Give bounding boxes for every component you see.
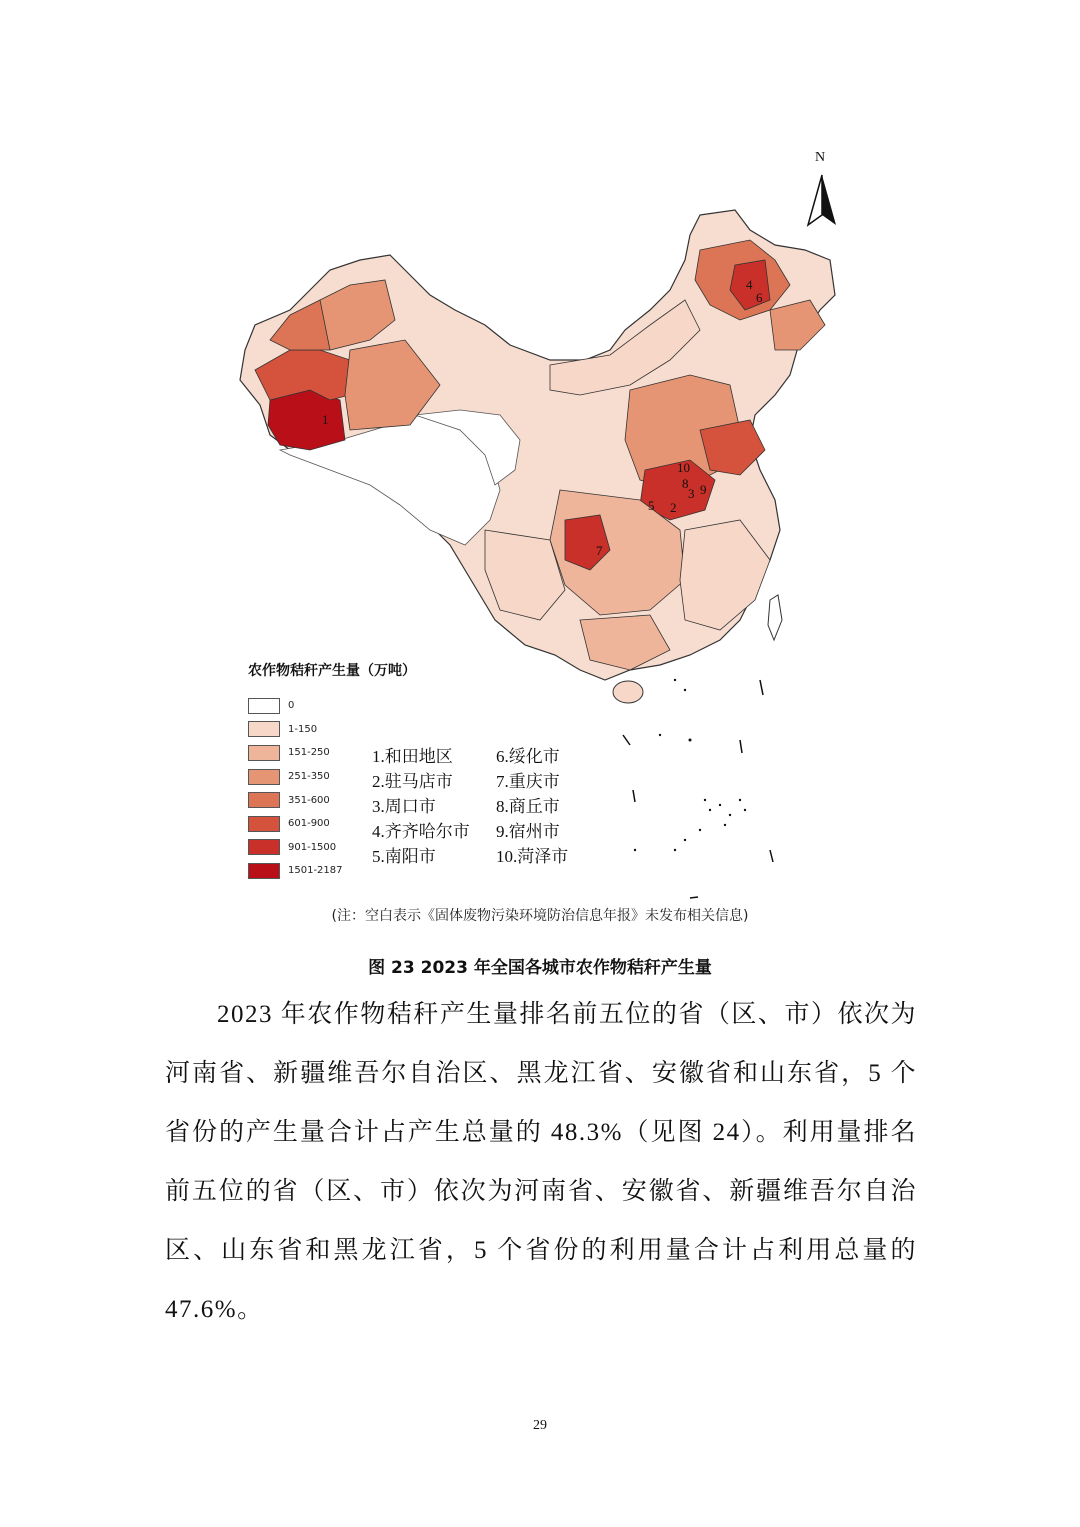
south-sea-islands <box>634 679 746 851</box>
map-label-3: 3 <box>688 486 695 501</box>
legend-label: 0 <box>288 700 295 712</box>
city-list-item: 9.宿州市 <box>496 822 560 841</box>
figure-note: (注：空白表示《固体废物污染环境防治信息年报》未发布相关信息) <box>331 908 749 924</box>
map-label-4: 4 <box>746 277 753 292</box>
top-cities-list <box>372 745 612 869</box>
legend-title: 农作物秸秆产生量（万吨） <box>248 663 416 679</box>
figure-caption: 图 23 2023 年全国各城市农作物秸秆产生量 <box>368 958 712 978</box>
legend-swatch <box>248 792 280 808</box>
legend-label: 251-350 <box>288 771 330 783</box>
legend-item <box>248 694 498 718</box>
legend-item <box>248 718 498 742</box>
nine-dash-line <box>623 680 773 898</box>
legend-swatch <box>248 769 280 785</box>
legend-label: 1501-2187 <box>288 865 343 877</box>
legend-label: 601-900 <box>288 818 330 830</box>
legend-swatch <box>248 721 280 737</box>
city-list-item: 4.齐齐哈尔市 <box>372 822 470 841</box>
legend-swatch <box>248 839 280 855</box>
legend-label: 1-150 <box>288 723 318 735</box>
city-list-item: 7.重庆市 <box>496 772 560 791</box>
map-label-8: 8 <box>682 476 689 491</box>
region-taiwan <box>768 595 782 640</box>
map-label-6: 6 <box>756 290 763 305</box>
body-text <box>165 985 917 1339</box>
city-list-item: 8.商丘市 <box>496 797 560 816</box>
legend-label: 351-600 <box>288 794 330 806</box>
region-hainan <box>613 681 643 703</box>
map-label-7: 7 <box>596 543 603 558</box>
city-list-item: 6.绥化市 <box>496 747 560 766</box>
legend-label: 151-250 <box>288 747 330 759</box>
city-list-item: 2.驻马店市 <box>372 772 453 791</box>
legend-label: 901-1500 <box>288 841 337 853</box>
legend-swatch <box>248 745 280 761</box>
legend-swatch <box>248 698 280 714</box>
map-label-9: 9 <box>700 482 707 497</box>
map-label-2: 2 <box>670 500 677 515</box>
map-label-1: 1 <box>322 412 329 427</box>
north-label: N <box>815 150 826 165</box>
city-list-item: 1.和田地区 <box>372 747 453 766</box>
city-list-item: 5.南阳市 <box>372 847 436 866</box>
city-list-item: 3.周口市 <box>372 797 436 816</box>
map-label-10: 10 <box>677 460 690 475</box>
city-list-item: 10.菏泽市 <box>496 847 569 866</box>
legend-swatch <box>248 816 280 832</box>
map-label-5: 5 <box>648 498 655 513</box>
page-number: 29 <box>533 1418 547 1433</box>
body-paragraph: 2023 年农作物秸秆产生量排名前五位的省（区、市）依次为河南省、新疆维吾尔自治区、黑龙江省、安徽省和山东省，5 个省份的产生量合计占产生总量的 48.3%（见图 24）。利用量排名前五位的省（区、市）依次为河南省、安徽省、新疆维吾尔自治区、山东省和黑龙江省，5 个省份的利用量合计占利用总量的 47.6%。 <box>165 1001 917 1323</box>
legend-swatch <box>248 863 280 879</box>
